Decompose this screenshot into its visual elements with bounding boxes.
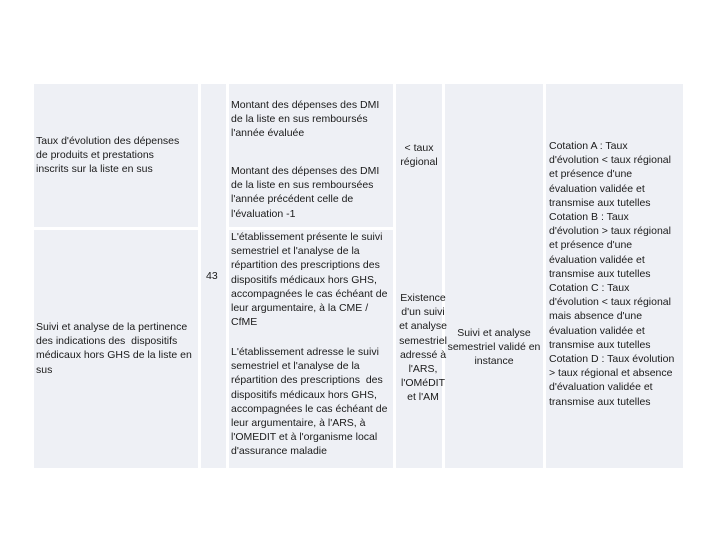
criterion-evolution-rate: Taux d'évolution des dépenses de produits et prestations inscrits sur la liste en sus [36,135,180,176]
formula-denominator: Montant des dépenses des DMI de la liste en sus remboursées l'année précédent celle de l'évaluation -1 [231,165,380,220]
target-validation-instance: Suivi et analyse semestriel validé en instance [447,327,541,368]
cell-validation [445,84,543,468]
target-regional-rate: < taux régional [400,142,438,169]
row-number: 43 [206,270,218,282]
element-ars-transmission: L'établissement adresse le suivi semestriel et l'analyse de la répartition des prescriptions des dispositifs médicaux hors GHS, accompagnées le cas échéant de leur argumentaire, à l'ARS, à l'OMEDIT et à l'organisme local d'assurance maladie [231,346,388,458]
scoring-grid: Cotation A : Taux d'évolution < taux régional et présence d'une évaluation validée et transmise aux tutelles Cotation B : Taux d'évolution > taux régional et présence d'une évaluation validée et transmise aux tutelles Cotation C : Taux d'évolution < taux régional mais absence d'une évaluation validée et transmise aux tutelles Cotation D : Taux évolution > taux régional et absence d'évaluation validée et transmise aux tutelles [549,140,675,408]
criterion-pertinence-followup: Suivi et analyse de la pertinence des indications des dispositifs médicaux hors GHS de la liste en sus [36,321,192,376]
target-followup-existence: Existence d'un suivi et analyse semestriel adressé à l'ARS, l'OMéDIT et l'AM [399,292,447,404]
formula-numerator: Montant des dépenses des DMI de la liste en sus remboursés l'année évaluée [231,99,380,140]
element-cme-presentation: L'établissement présente le suivi semestriel et l'analyse de la répartition des prescriptions des dispositifs médicaux hors GHS, accompagnées le cas échéant de leur argumentaire, à la CME / CfME [231,231,388,329]
